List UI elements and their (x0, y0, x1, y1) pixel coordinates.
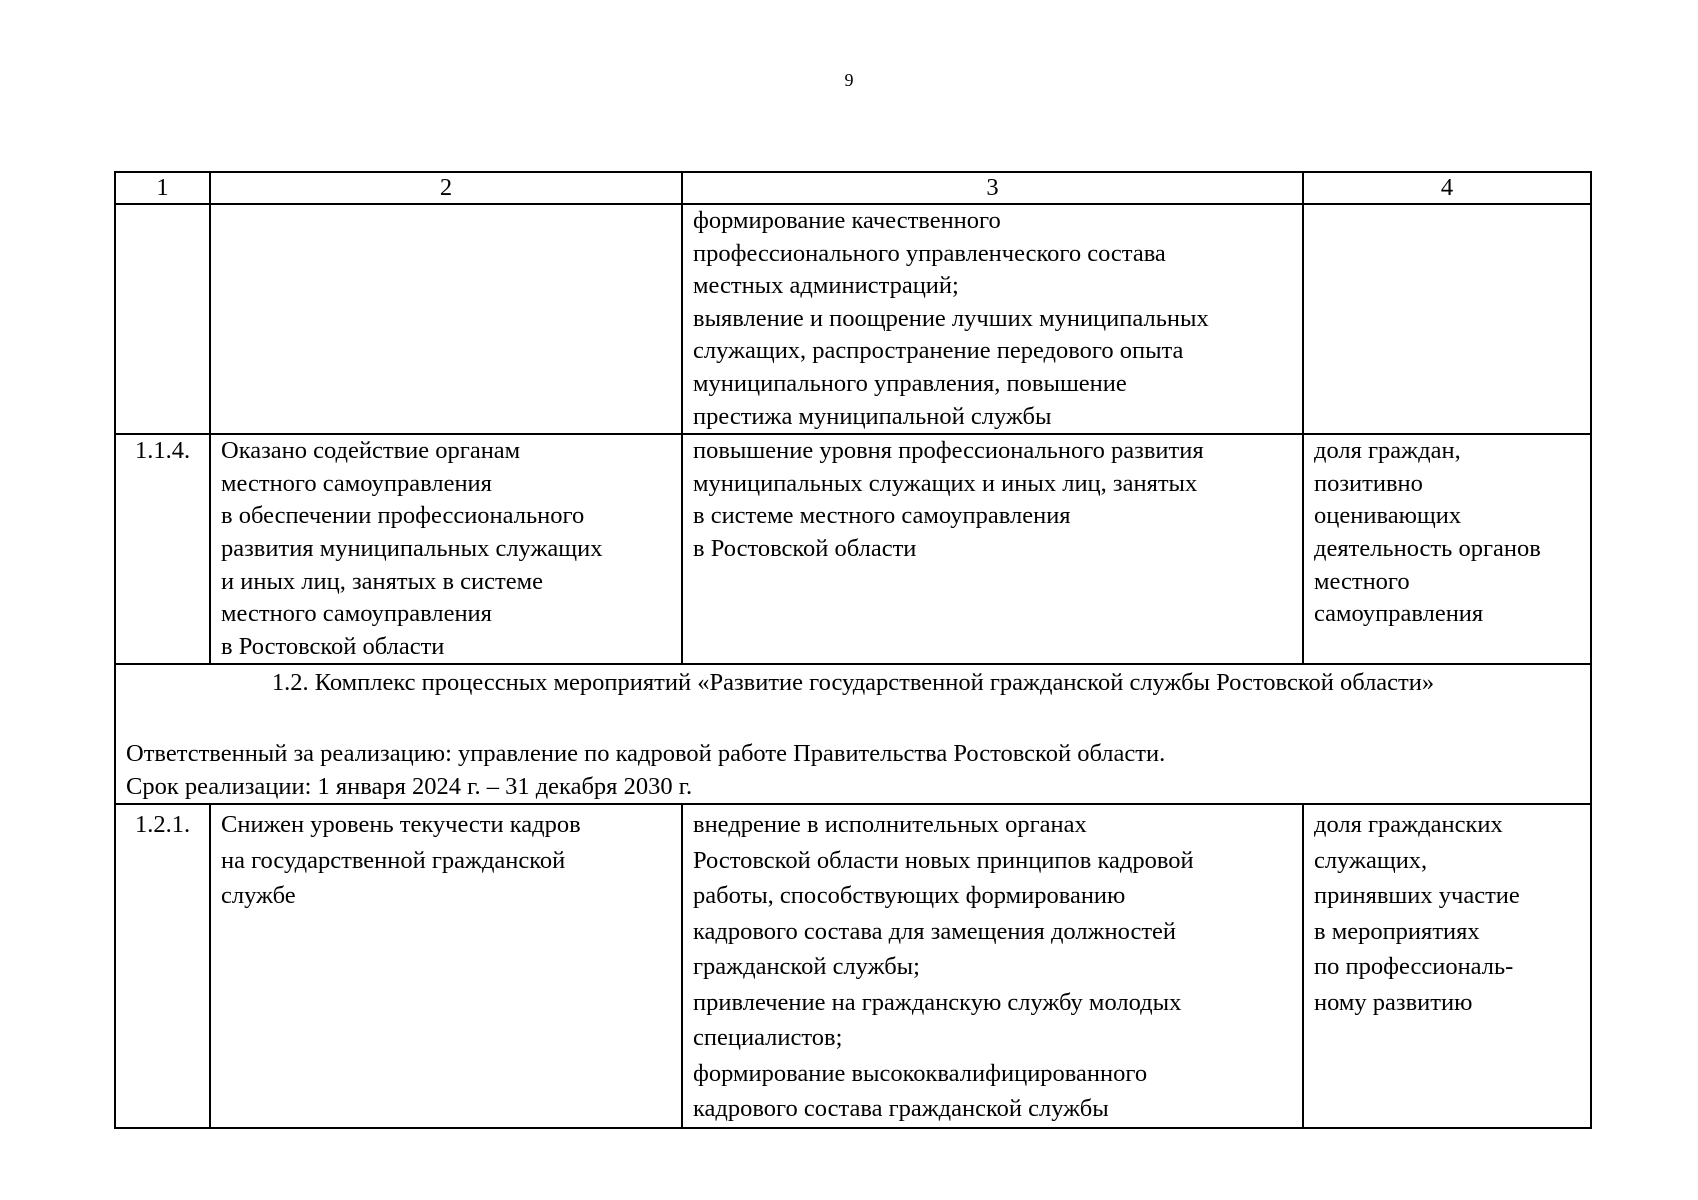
row-number-cell (115, 804, 210, 1128)
row-number-cell (115, 204, 210, 434)
measures-line: служащих, распространение передового опыта (693, 337, 1184, 365)
indicator-cell (1303, 804, 1591, 1128)
row-number-cell: 1.1.4. (115, 434, 210, 664)
page-number: 9 (844, 70, 854, 90)
measures-line: местных администраций; (693, 272, 959, 300)
measures-line: формирование высококвалифицированного (693, 1059, 1148, 1087)
measures-line: профессионального управленческого состава (693, 239, 1166, 267)
section-row (115, 664, 1591, 804)
indicator-line: ному развитию (1314, 988, 1473, 1016)
result-cell (210, 204, 682, 434)
column-header-3: 3 (682, 172, 1303, 204)
result-line: на государственной гражданской (221, 846, 566, 874)
measures-line: Ростовской области новых принципов кадровой (693, 846, 1194, 874)
measures-line: специалистов; (693, 1024, 843, 1052)
row-number: 1.2.1. (134, 811, 191, 839)
result-line: службе (221, 882, 296, 910)
result-line: в Ростовской области (221, 632, 445, 660)
measures-line: повышение уровня профессионального развития (693, 437, 1204, 465)
indicator-line: оценивающих (1314, 502, 1462, 530)
table-row (115, 804, 1591, 1128)
measures-line: внедрение в исполнительных органах (693, 811, 1087, 839)
indicator-cell (1303, 434, 1591, 664)
indicator-line: в мероприятиях (1314, 917, 1480, 945)
measures-line: муниципального управления, повышение (693, 369, 1127, 397)
column-header-1: 1 (115, 172, 210, 204)
indicator-line: самоуправления (1314, 600, 1484, 628)
result-cell (210, 434, 682, 664)
measures-line: кадрового состава для замещения должностей (693, 917, 1177, 945)
indicator-line: доля гражданских (1314, 811, 1503, 839)
result-line: местного самоуправления (221, 600, 492, 628)
measures-line: выявление и поощрение лучших муниципальных (693, 304, 1209, 332)
indicator-line: доля граждан, (1314, 437, 1461, 465)
result-line: местного самоуправления (221, 469, 492, 497)
measures-table (114, 171, 1592, 1129)
indicator-line: служащих, (1314, 846, 1428, 874)
measures-cell (682, 204, 1303, 434)
indicator-line: местного (1314, 567, 1410, 595)
table-row (115, 434, 1591, 664)
measures-cell (682, 434, 1303, 664)
result-line: и иных лиц, занятых в системе (221, 567, 543, 595)
measures-line: муниципальных служащих и иных лиц, занятых (693, 469, 1198, 497)
result-line: развития муниципальных служащих (221, 534, 603, 562)
result-line: Снижен уровень текучести кадров (221, 811, 581, 839)
result-cell (210, 804, 682, 1128)
table-row (115, 204, 1591, 434)
measures-line: престижа муниципальной службы (693, 402, 1052, 430)
indicator-line: деятельность органов (1314, 534, 1541, 562)
section-spacer (126, 700, 1580, 738)
section-responsible: Ответственный за реализацию: управление по кадровой работе Правительства Ростовской области. (126, 739, 1166, 767)
measures-line: привлечение на гражданскую службу молодых (693, 988, 1182, 1016)
table-header-row (115, 172, 1591, 204)
indicator-line: по профессиональ- (1314, 953, 1514, 981)
indicator-line: позитивно (1314, 469, 1423, 497)
section-cell (115, 664, 1591, 804)
indicator-line: принявших участие (1314, 882, 1520, 910)
measures-line: гражданской службы; (693, 953, 920, 981)
measures-line: в Ростовской области (693, 534, 917, 562)
measures-line: кадрового состава гражданской службы (693, 1095, 1109, 1123)
result-line: Оказано содействие органам (221, 437, 521, 465)
section-period: Срок реализации: 1 января 2024 г. – 31 декабря 2030 г. (126, 772, 693, 800)
measures-line: работы, способствующих формированию (693, 882, 1126, 910)
column-header-2: 2 (210, 172, 682, 204)
section-title: 1.2. Комплекс процессных мероприятий «Развитие государственной гражданской службы Ростовской области» (271, 669, 1435, 697)
measures-line: формирование качественного (693, 207, 1001, 234)
measures-cell (682, 804, 1303, 1128)
result-line: в обеспечении профессионального (221, 502, 585, 530)
indicator-cell (1303, 204, 1591, 434)
column-header-4: 4 (1303, 172, 1591, 204)
measures-line: в системе местного самоуправления (693, 502, 1071, 530)
